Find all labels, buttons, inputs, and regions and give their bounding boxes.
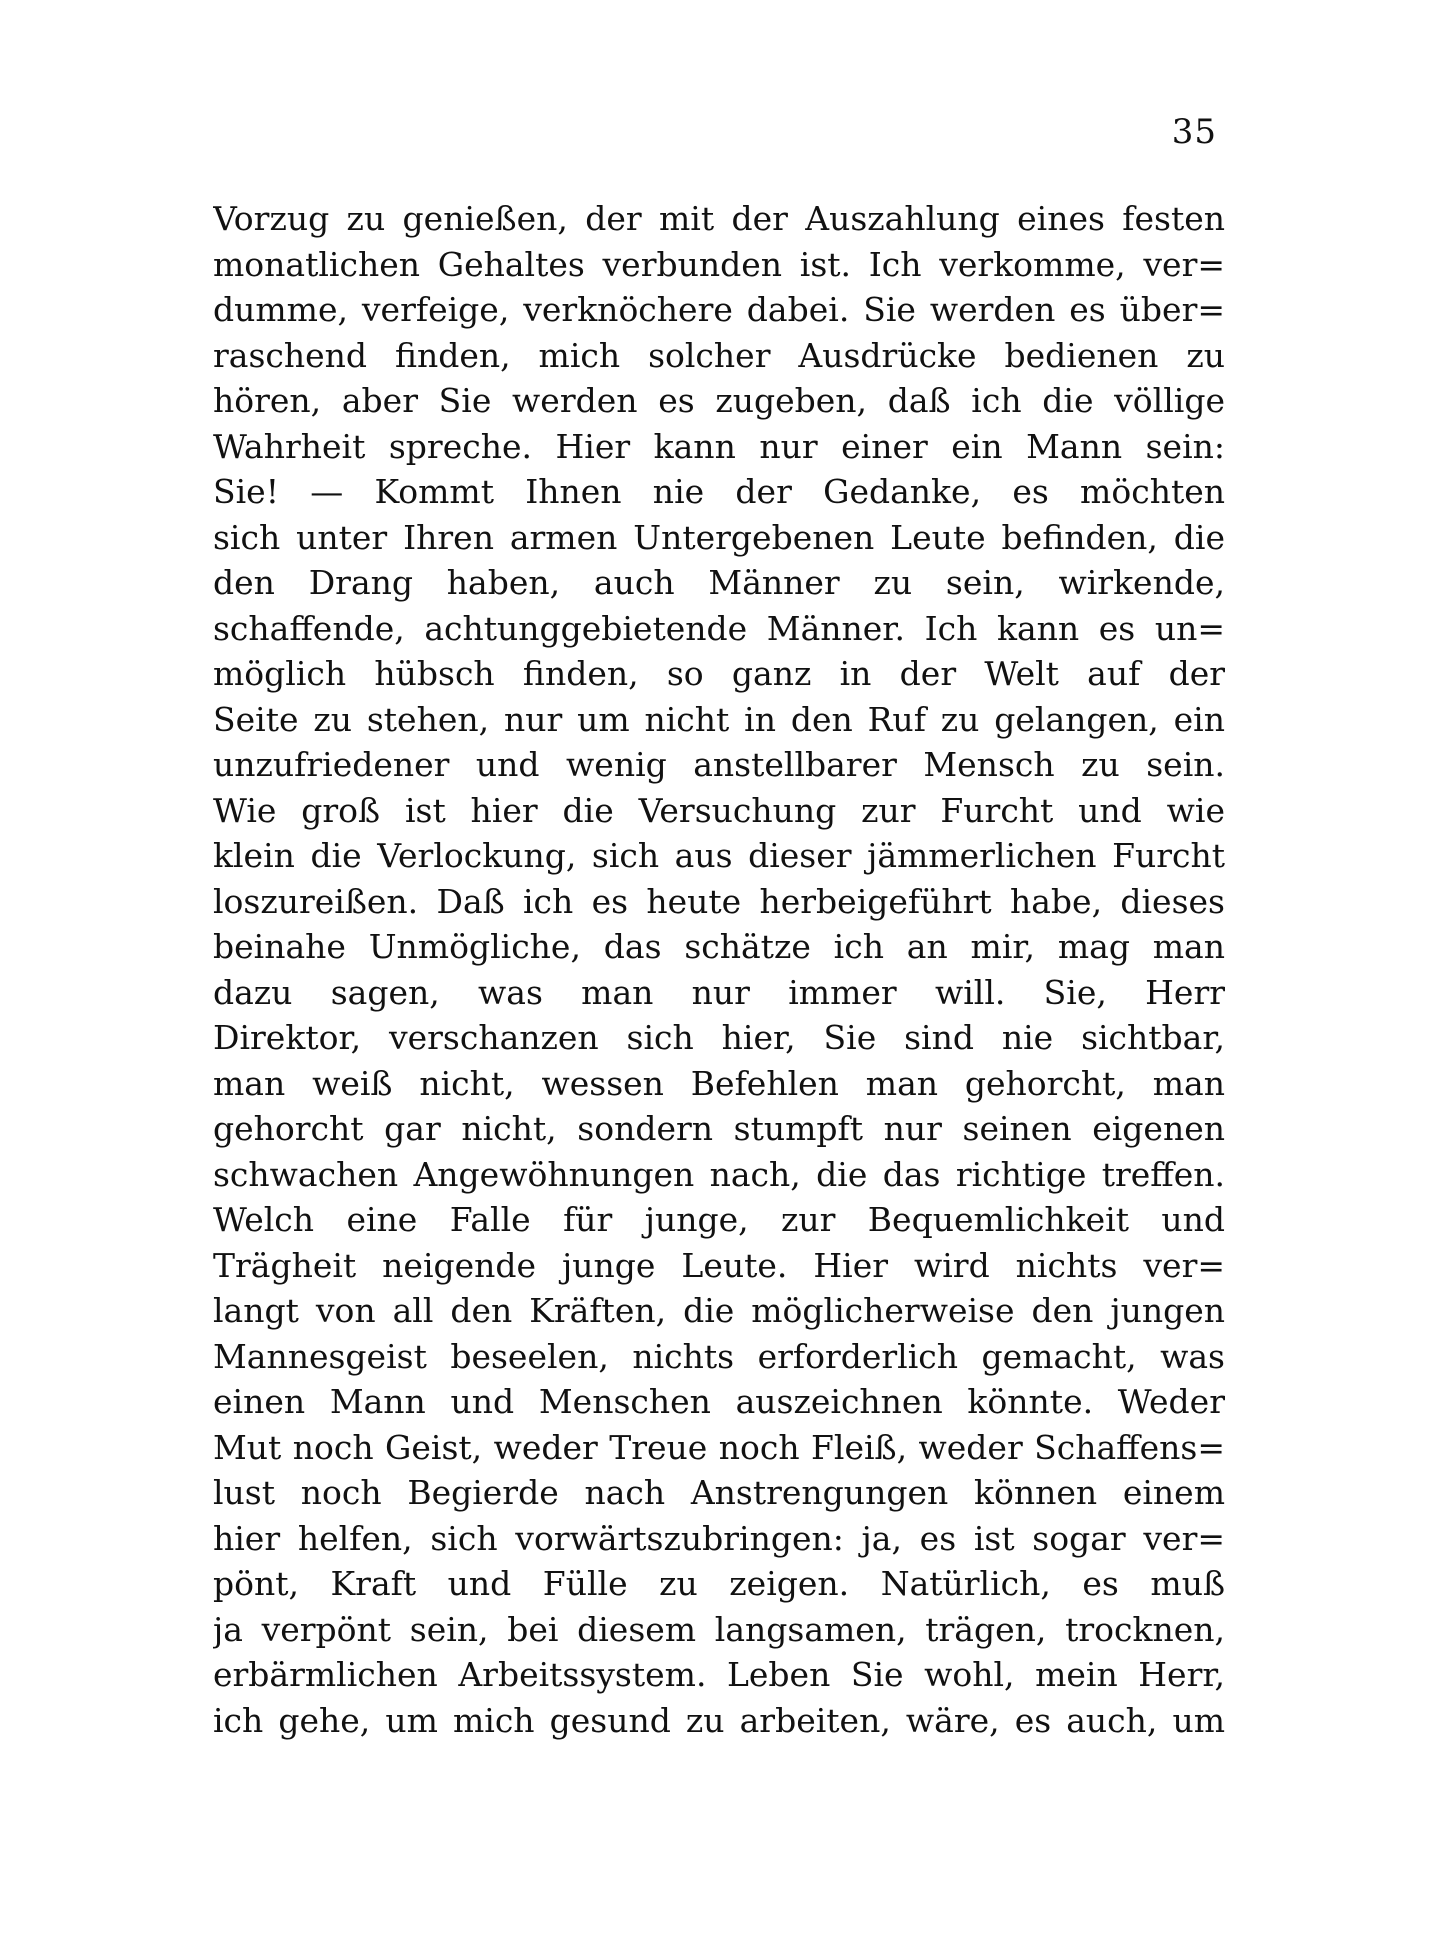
text-line: raschend finden, mich solcher Ausdrücke bedienen zu xyxy=(213,335,1225,375)
text-line: Wahrheit spreche. Hier kann nur einer ein Mann sein: xyxy=(213,426,1225,466)
text-line: Wie groß ist hier die Versuchung zur Furcht und wie xyxy=(213,790,1225,830)
body-text xyxy=(213,196,1225,1743)
text-line: ja verpönt sein, bei diesem langsamen, trägen, trocknen, xyxy=(213,1609,1225,1649)
text-line: möglich hübsch finden, so ganz in der Welt auf der xyxy=(213,654,1225,693)
text-line: schwachen Angewöhnungen nach, die das richtige treffen. xyxy=(213,1154,1225,1194)
text-line: einen Mann und Menschen auszeichnen könnte. Weder xyxy=(213,1382,1225,1421)
text-line: Trägheit neigende junge Leute. Hier wird nichts ver= xyxy=(213,1245,1225,1285)
text-line: hier helfen, sich vorwärtszubringen: ja, es ist sogar ver= xyxy=(213,1518,1225,1558)
text-line: langt von all den Kräften, die möglicherweise den jungen xyxy=(213,1291,1225,1330)
text-line: Mut noch Geist, weder Treue noch Fleiß, weder Schaffens= xyxy=(213,1427,1225,1467)
text-line: sich unter Ihren armen Untergebenen Leute befinden, die xyxy=(213,517,1225,557)
text-line: beinahe Unmögliche, das schätze ich an mir, mag man xyxy=(213,927,1225,966)
text-line: Welch eine Falle für junge, zur Bequemlichkeit und xyxy=(213,1200,1225,1239)
text-line: klein die Verlockung, sich aus dieser jämmerlichen Furcht xyxy=(213,836,1225,875)
text-line: unzufriedener und wenig anstellbarer Mensch zu sein. xyxy=(213,745,1225,784)
text-line: ich gehe, um mich gesund zu arbeiten, wäre, es auch, um xyxy=(213,1700,1225,1740)
text-line: den Drang haben, auch Männer zu sein, wirkende, xyxy=(213,563,1225,602)
text-line: lust noch Begierde nach Anstrengungen können einem xyxy=(213,1473,1225,1512)
text-line: loszureißen. Daß ich es heute herbeigeführt habe, dieses xyxy=(213,881,1225,921)
text-line: dazu sagen, was man nur immer will. Sie, Herr xyxy=(213,972,1225,1012)
text-line: Sie! — Kommt Ihnen nie der Gedanke, es möchten xyxy=(213,472,1225,511)
page-number: 35 xyxy=(1171,112,1217,152)
text-line: man weiß nicht, wessen Befehlen man gehorcht, man xyxy=(213,1063,1225,1103)
text-line: Vorzug zu genießen, der mit der Auszahlung eines festen xyxy=(213,199,1225,238)
text-line: Direktor, verschanzen sich hier, Sie sind nie sichtbar, xyxy=(213,1018,1225,1057)
text-line: schaffende, achtunggebietende Männer. Ich kann es un= xyxy=(213,608,1225,648)
text-line: Seite zu stehen, nur um nicht in den Ruf zu gelangen, ein xyxy=(213,699,1225,739)
text-line: gehorcht gar nicht, sondern stumpft nur seinen eigenen xyxy=(213,1109,1225,1148)
text-line: hören, aber Sie werden es zugeben, daß ich die völlige xyxy=(213,381,1225,420)
text-line: dumme, verfeige, verknöchere dabei. Sie werden es über= xyxy=(213,290,1225,329)
text-line: erbärmlichen Arbeitssystem. Leben Sie wohl, mein Herr, xyxy=(213,1655,1225,1694)
text-line: pönt, Kraft und Fülle zu zeigen. Natürlich, es muß xyxy=(213,1564,1225,1603)
text-line: monatlichen Gehaltes verbunden ist. Ich verkomme, ver= xyxy=(213,244,1225,284)
text-line: Mannesgeist beseelen, nichts erforderlich gemacht, was xyxy=(213,1336,1225,1376)
